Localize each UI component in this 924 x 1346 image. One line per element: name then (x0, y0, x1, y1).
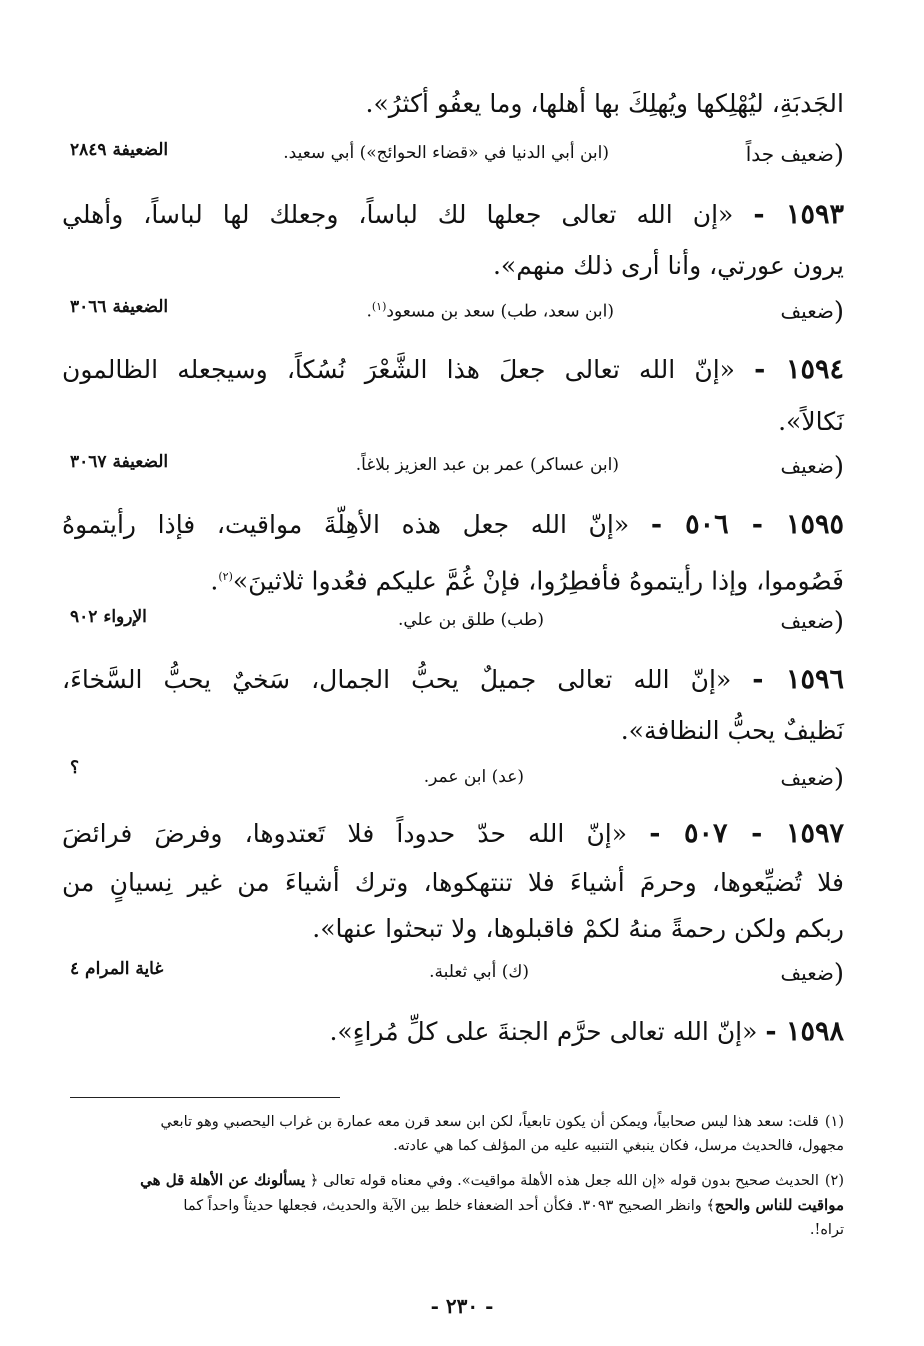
hadith-1593 (62, 193, 844, 237)
grade-label: (ضعيف (780, 297, 844, 327)
hadith-text: نَظيفٌ يحبُّ النظافة». (620, 716, 844, 745)
text-line (62, 82, 844, 126)
source-citation: (ابن عساكر) عمر بن عبد العزيز بلاغاً. (355, 455, 619, 475)
grade-row (70, 452, 844, 486)
grade-row (70, 758, 844, 798)
hadith-number: ١٥٩٨ - (765, 1016, 844, 1047)
hadith-text: ربكم ولكن رحمةً منهُ لكمْ فاقبلوها، ولا تبحثوا عنها». (312, 914, 844, 943)
source-citation: (طب) طلق بن علي. (397, 610, 544, 630)
grade-label: (ضعيف جداً (745, 140, 844, 170)
footnote-2: (٢)الحديث صحيح بدون قوله «إن الله جعل هذه الأهلة مواقيت». وفي معناه قوله تعالى ﴿ يسألونك عن الأهلة قل هي مواقيت للناس والحج﴾ وانظر الصحيح ٣٠٩٣. فكأن أحد الضعفاء خلط بين الآية والحديث، فجعلها حديثاً واحداً كما تراه!. (140, 1171, 844, 1238)
hadith-number: ١٥٩٣ - (753, 199, 844, 230)
grade-label: (ضعيف (780, 452, 844, 482)
hadith-text: «إنّ الله جعل هذه الأهِلّةَ مواقيت، فإذا رأيتموهُ (62, 510, 630, 539)
hadith-number: ١٥٩٤ - (754, 354, 845, 385)
hadith-1596 (62, 658, 844, 702)
footnote-divider (70, 1097, 340, 1098)
text-line (62, 907, 844, 951)
text-line: فَصُوموا، وإذا رأيتموهُ فأفطِرُوا، فإنْ غُمَّ عليكم فعُدوا ثلاثينَ»$^{(٢)}$. (210, 566, 844, 596)
hadith-number: ١٥٩٥ - ٥٠٦ - (650, 509, 845, 540)
grade-label: (ضعيف (780, 764, 844, 794)
hadith-text: «إنّ الله حدّ حدوداً فلا تَعتدوها، وفرضَ فرائضَ (62, 819, 628, 848)
hadith-text: الجَدبَةِ، ليُهْلِكها ويُهلِكَ بها أهلها، وما يعفُو أكثرُ». (365, 89, 844, 118)
hadith-number: ١٥٩٧ - ٥٠٧ - (649, 818, 845, 849)
source-citation: (ابن أبي الدنيا في «قضاء الحوائج») أبي سعيد. (283, 143, 609, 163)
page-number: - ٢٣٠ - (430, 1294, 494, 1318)
text-line (62, 400, 844, 444)
hadith-text: نَكالاً». (778, 407, 844, 436)
grade-label: (ضعيف (780, 959, 844, 989)
hadith-1594 (62, 348, 844, 392)
hadith-text: «إن الله تعالى جعلها لك لباساً، وجعلك لها لباساً، وأهلي (62, 200, 734, 229)
reference: الإرواء ٩٠٢ (70, 607, 147, 627)
hadith-text: فلا تُضيِّعوها، وحرمَ أشياءَ فلا تنتهكوها، وترك أشياءَ من غير نِسيانٍ من (62, 868, 844, 897)
hadith-text: «إنّ الله تعالى جعلَ هذا الشَّعْرَ نُسُكاً، وسيجعله الظالمون (62, 355, 735, 384)
text-line (62, 861, 844, 905)
hadith-1595 (62, 503, 844, 547)
reference: غاية المرام ٤ (70, 959, 164, 979)
hadith-text: «إنّ الله تعالى حرَّم الجنةَ على كلِّ مُراءٍ». (329, 1017, 758, 1046)
source-citation: (ابن سعد، طب) سعد بن مسعود$^{(١)}$. (366, 300, 614, 322)
reference: ؟ (70, 758, 80, 778)
grade-row (70, 607, 844, 641)
grade-row (70, 959, 844, 993)
grade-row (70, 297, 844, 331)
hadith-number: ١٥٩٦ - (752, 664, 845, 695)
hadith-text: يرون عورتي، وأنا أرى ذلك منهم». (492, 251, 844, 280)
footnote-1: (١)قلت: سعد هذا ليس صحابياً، ويمكن أن يكون تابعياً، لكن ابن سعد قرن معه عمارة بن غراب اليحصبي وهو تابعي مجهول، فالحديث مرسل، فكان ينبغي التنبيه عليه من المؤلف كما هي عادته. (160, 1114, 844, 1154)
footnote-ref: (١) (371, 300, 387, 313)
footnote-ref: (٢) (218, 570, 233, 583)
text-line (62, 709, 844, 753)
reference: الضعيفة ٣٠٦٧ (70, 452, 169, 472)
hadith-text: «إنّ الله تعالى جميلٌ يحبُّ الجمال، سَخيٌ يحبُّ السَّخاءَ، (62, 665, 732, 694)
source-citation: (ك) أبي ثعلبة. (429, 962, 529, 982)
reference: الضعيفة ٢٨٤٩ (70, 140, 169, 160)
text-line (62, 244, 844, 288)
reference: الضعيفة ٣٠٦٦ (70, 297, 169, 317)
hadith-1597 (62, 812, 844, 856)
source-citation: (عد) ابن عمر. (423, 767, 524, 787)
hadith-text: فَصُوموا، وإذا رأيتموهُ فأفطِرُوا، فإنْ غُمَّ عليكم فعُدوا ثلاثينَ» (232, 566, 844, 596)
hadith-1598 (62, 1010, 844, 1054)
grade-row (70, 140, 844, 174)
grade-label: (ضعيف (780, 607, 844, 637)
